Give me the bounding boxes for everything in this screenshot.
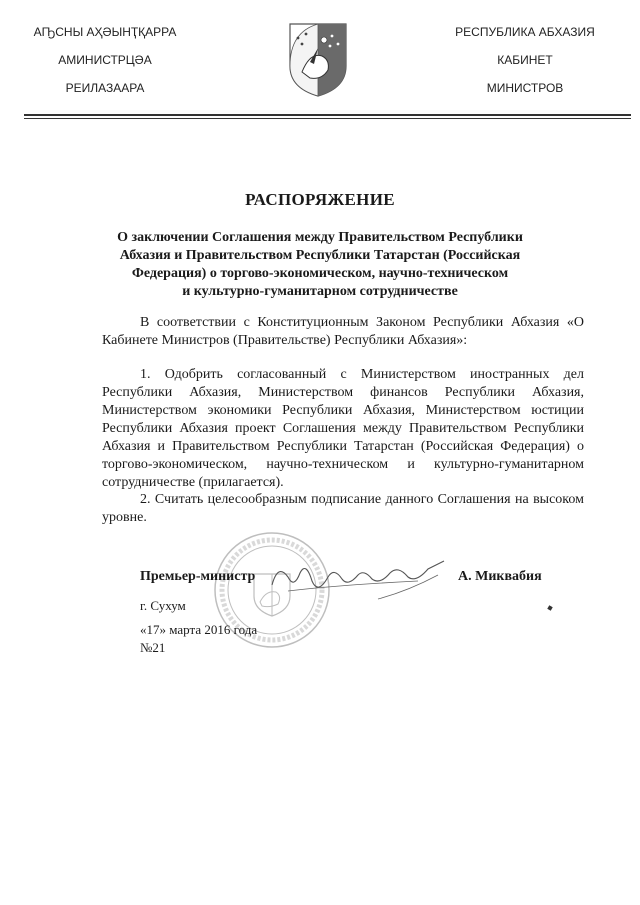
header-left-line-2: АМИНИСТРЦӘА — [58, 53, 152, 67]
header-left-line-3: РЕИЛАЗААРА — [65, 81, 145, 95]
header-right-line-3: МИНИСТРОВ — [486, 81, 564, 95]
header-divider-thin — [24, 118, 631, 119]
handwritten-signature-icon — [268, 555, 448, 605]
item-1-paragraph: 1. Одобрить согласованный с Министерством иностранных дел Республики Абхазия, Министерством финансов Республики Абхазия, Министерством экономики Республики Абхазия, Министерством юстиции Республики Абхазия проект Соглашения между Правительством Республики Абхазия и Правительством Республики Татарстан (Российская Федерация) о торгово-экономическом, научно-техническом и культурно-гуманитарном сотрудничестве (прилагается). — [102, 367, 584, 490]
signatory-position: Премьер-министр — [140, 569, 256, 584]
header-divider-thick — [24, 114, 631, 116]
subject-line-2: Абхазия и Правительством Республики Татарстан (Российская — [119, 248, 521, 263]
subject-line-4: и культурно-гуманитарном сотрудничестве — [182, 284, 458, 299]
subject-line-1: О заключении Соглашения между Правительством Республики — [117, 230, 523, 245]
issue-date: «17» марта 2016 года — [140, 622, 258, 637]
header-left-line-1: АҦСНЫ АҲӘЫНҬҚАРРА — [33, 25, 177, 39]
document-subject — [110, 229, 530, 301]
header-left — [30, 24, 180, 108]
item-2-paragraph: 2. Считать целесообразным подписание данного Соглашения на высоком уровне. — [102, 492, 584, 525]
document-number: №21 — [140, 640, 166, 655]
header-right — [455, 24, 595, 108]
mark-dot — [547, 605, 552, 610]
coat-of-arms-icon — [288, 22, 348, 98]
header-right-line-2: КАБИНЕТ — [497, 53, 553, 67]
issue-place: г. Сухум — [140, 598, 186, 613]
document-title: РАСПОРЯЖЕНИЕ — [245, 190, 395, 209]
preamble-paragraph: В соответствии с Конституционным Законом Республики Абхазия «О Кабинете Министров (Правительстве) Республики Абхазия»: — [102, 315, 584, 348]
subject-line-3: Федерация) о торгово-экономическом, научно-техническом — [131, 266, 509, 281]
header-right-line-1: РЕСПУБЛИКА АБХАЗИЯ — [455, 25, 595, 39]
signatory-name: А. Миквабия — [458, 569, 542, 584]
